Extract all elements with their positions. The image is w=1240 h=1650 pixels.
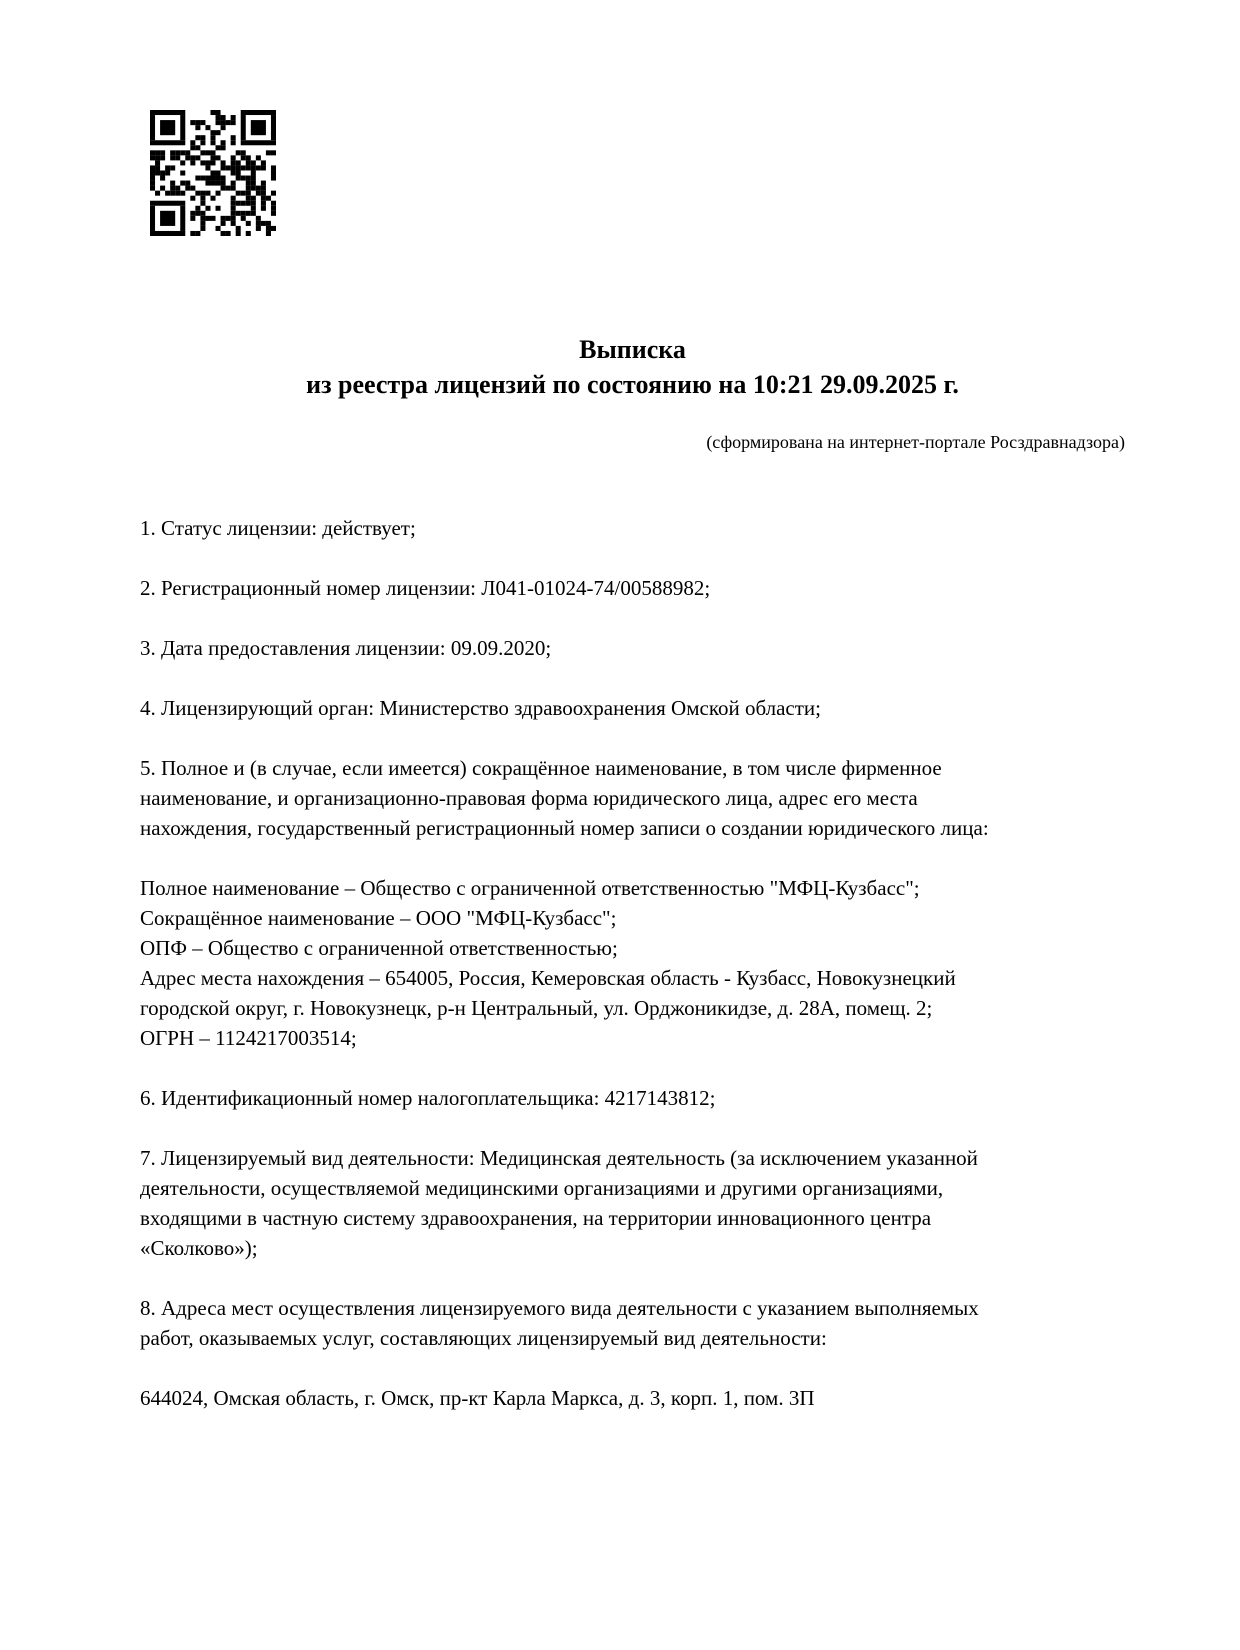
text-line: 7. Лицензируемый вид деятельности: Медицинская деятельность (за исключением указанной (140, 1146, 978, 1170)
document-body (140, 513, 1140, 1443)
document-title (140, 332, 1125, 402)
text-line: городской округ, г. Новокузнецк, р-н Центральный, ул. Орджоникидзе, д. 28А, помещ. 2; (140, 996, 933, 1020)
text-line: 4. Лицензирующий орган: Министерство здравоохранения Омской области; (140, 696, 821, 720)
text-line: входящими в частную систему здравоохранения, на территории инновационного центра (140, 1206, 932, 1230)
text-line: 5. Полное и (в случае, если имеется) сокращённое наименование, в том числе фирменное (140, 756, 942, 780)
qr-code-icon (150, 110, 276, 236)
text-line: 2. Регистрационный номер лицензии: Л041-01024-74/00588982; (140, 576, 711, 600)
text-line: 1. Статус лицензии: действует; (140, 516, 416, 540)
text-block (140, 1293, 1140, 1353)
text-block (140, 1083, 1140, 1113)
text-line: ОПФ – Общество с ограниченной ответственностью; (140, 936, 618, 960)
text-line: Адрес места нахождения – 654005, Россия, Кемеровская область - Кузбасс, Новокузнецкий (140, 966, 956, 990)
text-block (140, 753, 1140, 843)
text-line: 3. Дата предоставления лицензии: 09.09.2020; (140, 636, 552, 660)
text-block (140, 873, 1140, 1053)
text-line: Сокращённое наименование – ООО "МФЦ-Кузбасс"; (140, 906, 617, 930)
text-line: 6. Идентификационный номер налогоплательщика: 4217143812; (140, 1086, 716, 1110)
text-block (140, 573, 1140, 603)
text-block (140, 1383, 1140, 1413)
text-line: «Сколково»); (140, 1236, 258, 1260)
text-block (140, 693, 1140, 723)
text-line: Полное наименование – Общество с ограниченной ответственностью "МФЦ-Кузбасс"; (140, 876, 920, 900)
document-subtitle: (сформирована на интернет-портале Росздравнадзора) (706, 432, 1125, 452)
text-block (140, 513, 1140, 543)
text-line: 644024, Омская область, г. Омск, пр-кт Карла Маркса, д. 3, корп. 1, пом. 3П (140, 1386, 815, 1410)
title-line: из реестра лицензий по состоянию на 10:21 29.09.2025 г. (306, 370, 959, 399)
title-line: Выписка (579, 335, 686, 364)
text-line: ОГРН – 1124217003514; (140, 1026, 357, 1050)
text-block (140, 1143, 1140, 1263)
text-line: наименование, и организационно-правовая форма юридического лица, адрес его места (140, 786, 918, 810)
text-line: деятельности, осуществляемой медицинскими организациями и другими организациями, (140, 1176, 944, 1200)
text-line: 8. Адреса мест осуществления лицензируемого вида деятельности с указанием выполняемых (140, 1296, 979, 1320)
text-line: работ, оказываемых услуг, составляющих лицензируемый вид деятельности: (140, 1326, 827, 1350)
text-block (140, 633, 1140, 663)
text-line: нахождения, государственный регистрационный номер записи о создании юридического лица: (140, 816, 989, 840)
